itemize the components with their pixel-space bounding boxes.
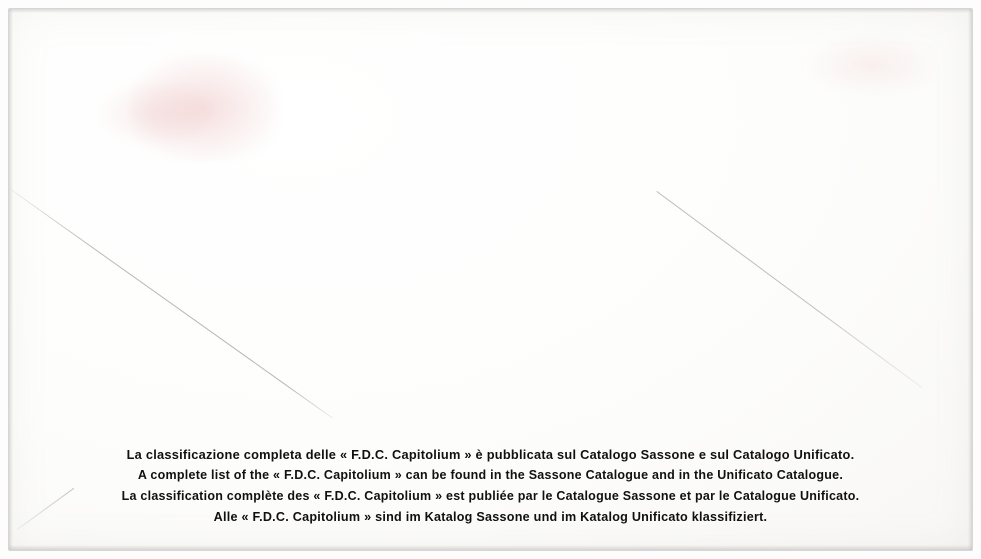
paper-edge-top (9, 9, 972, 13)
notice-line-german: Alle « F.D.C. Capitolium » sind im Katalog Sassone und im Katalog Unificato klassifiziert. (213, 510, 768, 524)
catalogue-notice-block (9, 444, 972, 528)
notice-line-french: La classification complète des « F.D.C. Capitolium » est publiée par le Catalogue Sassone et par le Catalogue Unificato. (121, 489, 860, 503)
envelope-back-side (8, 8, 973, 551)
paper-edge-right (968, 9, 972, 550)
stamp-showthrough-mark-secondary (95, 79, 215, 149)
paper-edge-bottom (9, 545, 972, 550)
ink-showthrough-mark-right (806, 35, 936, 95)
notice-line-english: A complete list of the « F.D.C. Capitolium » can be found in the Sassone Catalogue and in the Unificato Catalogue. (137, 468, 844, 482)
notice-line-italian: La classificazione completa delle « F.D.C. Capitolium » è pubblicata sul Catalogo Sassone e sul Catalogo Unificato. (126, 447, 855, 462)
paper-edge-left (9, 9, 13, 550)
